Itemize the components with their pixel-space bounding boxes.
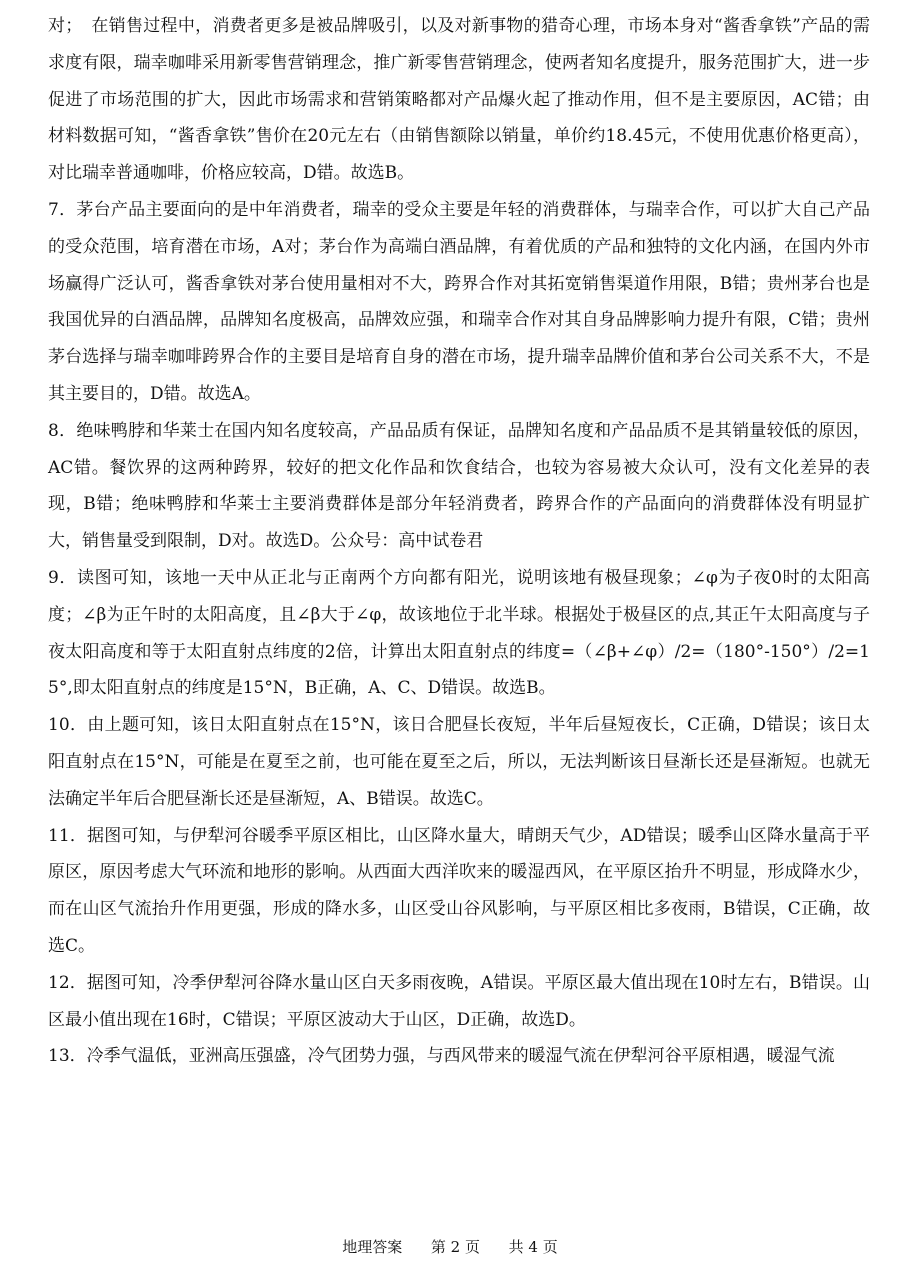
answer-paragraph-10: 10．由上题可知，该日太阳直射点在15°N，该日合肥昼长夜短，半年后昼短夜长，C正确，D错误；该日太阳直射点在15°N，可能是在夏至之前，也可能在夏至之后，所以，无法判断该日昼渐长还是昼渐短。也就无法确定半年后合肥昼渐长还是昼渐短，A、B错误。故选C。	[48, 715, 870, 809]
answer-paragraph-11: 11．据图可知，与伊犁河谷暖季平原区相比，山区降水量大，晴朗天气少，AD错误；暖季山区降水量高于平原区，原因考虑大气环流和地形的影响。从西面大西洋吹来的暖湿西风，在平原区抬升不明显，形成降水少，而在山区气流抬升作用更强，形成的降水多，山区受山谷风影响，与平原区相比多夜雨，B错误，C正确，故选C。	[48, 825, 870, 956]
answer-paragraph-12: 12．据图可知，冷季伊犁河谷降水量山区白天多雨夜晚，A错误。平原区最大值出现在10时左右，B错误。山区最小值出现在16时，C错误；平原区波动大于山区，D正确，故选D。	[48, 972, 870, 1030]
answer-paragraph-9: 9．读图可知，该地一天中从正北与正南两个方向都有阳光，说明该地有极昼现象；∠φ为子夜0时的太阳高度；∠β为正午时的太阳高度，且∠β大于∠φ，故该地位于北半球。根据处于极昼区的点,其正午太阳高度与子夜太阳高度和等于太阳直射点纬度的2倍，计算出太阳直射点的纬度=（∠β+∠φ）/2=（180°-150°）/2=15°,即太阳直射点的纬度是15°N，B正确，A、C、D错误。故选B。	[48, 567, 870, 699]
footer-page-number: 第 2 页	[430, 1238, 480, 1256]
answer-paragraph-7: 7．茅台产品主要面向的是中年消费者，瑞幸的受众主要是年轻的消费群体，与瑞幸合作，可以扩大自己产品的受众范围，培育潜在市场，A对；茅台作为高端白酒品牌，有着优质的产品和独特的文化内涵，在国内外市场赢得广泛认可，酱香拿铁对茅台使用量相对不大，跨界合作对其拓宽销售渠道作用限，B错；贵州茅台也是我国优异的白酒品牌，品牌知名度极高，品牌效应强，和瑞幸合作对其自身品牌影响力提升有限，C错；贵州茅台选择与瑞幸咖啡跨界合作的主要目是培育自身的潜在市场，提升瑞幸品牌价值和茅台公司关系不大，不是其主要目的，D错。故选A。	[48, 199, 870, 404]
answer-paragraph-continued: 对； 在销售过程中，消费者更多是被品牌吸引，以及对新事物的猎奇心理，市场本身对“酱香拿铁”产品的需求度有限，瑞幸咖啡采用新零售营销理念，推广新零售营销理念，使两者知名度提升，服务范围扩大，进一步促进了市场范围的扩大，因此市场需求和营销策略都对产品爆火起了推动作用，但不是主要原因，AC错；由材料数据可知，“酱香拿铁”售价在20元左右（由销售额除以销量，单价约18.45元，不使用优惠价格更高），对比瑞幸普通咖啡，价格应较高，D错。故选B。	[48, 16, 870, 184]
answer-paragraph-8: 8．绝味鸭脖和华莱士在国内知名度较高，产品品质有保证，品牌知名度和产品品质不是其销量较低的原因，AC错。餐饮界的这两种跨界，较好的把文化作品和饮食结合，也较为容易被大众认可，没有文化差异的表现，B错；绝味鸭脖和华莱士主要消费群体是部分年轻消费者，跨界合作的产品面向的消费群体没有明显扩大，销售量受到限制，D对。故选D。公众号：高中试卷君	[48, 420, 870, 552]
answer-paragraph-13: 13．冷季气温低，亚洲高压强盛，冷气团势力强，与西风带来的暖湿气流在伊犁河谷平原相遇，暖湿气流	[48, 1046, 835, 1067]
footer-subject: 地理答案	[342, 1238, 403, 1256]
page-footer	[0, 1236, 900, 1257]
footer-page-total: 共 4 页	[508, 1238, 558, 1256]
